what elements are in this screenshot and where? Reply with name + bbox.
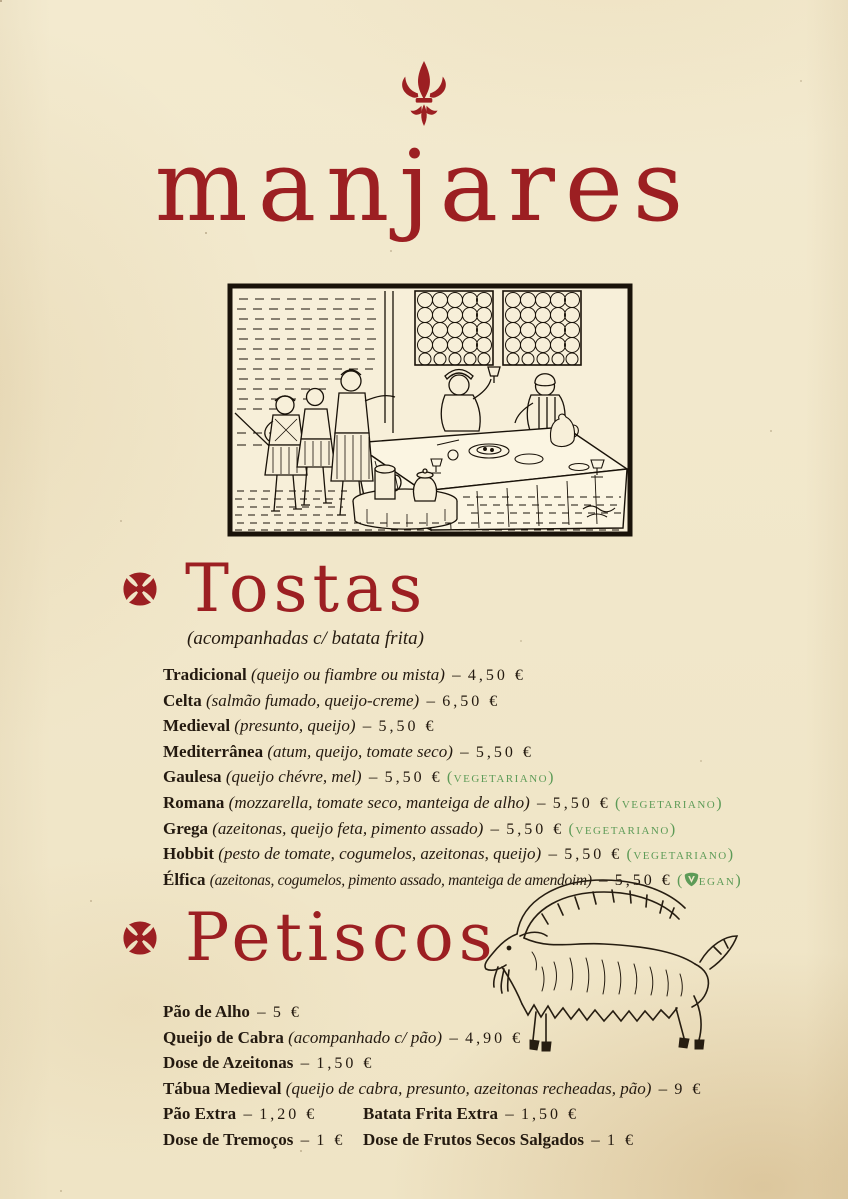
item-price: 5,50 € — [475, 743, 534, 761]
item-name: Tábua Medieval — [163, 1078, 282, 1098]
price-dash: – — [368, 767, 378, 787]
item-description: (acompanhado c/ pão) — [288, 1027, 443, 1047]
menu-item — [163, 1051, 703, 1077]
vegan-label: egan) — [698, 871, 743, 889]
petiscos-item-list — [163, 1000, 703, 1154]
section-title-petiscos: Petiscos — [185, 899, 498, 976]
item-description: (mozzarella, tomate seco, manteiga de alho) — [228, 792, 530, 812]
diet-tag-vegetarian: (vegetariano) — [446, 769, 555, 787]
menu-item — [163, 1102, 363, 1128]
price-dash: – — [300, 1129, 310, 1149]
vegan-open-paren: ( — [676, 871, 684, 889]
price-dash: – — [243, 1104, 252, 1124]
parchment-specks — [0, 0, 2, 2]
item-name: Dose de Tremoços — [163, 1129, 294, 1149]
page-title: manjares — [154, 130, 694, 244]
item-price: 5,50 € — [506, 820, 565, 838]
diet-tag-vegetarian: (vegetariano) — [614, 794, 724, 812]
item-description: (azeitonas, queijo feta, pimento assado) — [212, 818, 484, 838]
menu-item — [163, 663, 742, 689]
item-name: Pão de Alho — [163, 1002, 250, 1021]
price-dash: – — [548, 844, 557, 864]
item-price: 9 € — [674, 1080, 704, 1098]
item-description: (presunto, queijo) — [234, 716, 356, 736]
item-price: 4,50 € — [467, 667, 526, 684]
diet-tag-vegetarian: (vegetariano) — [626, 846, 735, 864]
item-name: Pão Extra — [163, 1104, 237, 1124]
item-name: Grega — [163, 818, 209, 838]
section-subtitle-tostas: (acompanhadas c/ batata frita) — [187, 628, 424, 649]
item-description: (queijo de cabra, presunto, azeitonas recheadas, pão) — [285, 1078, 652, 1098]
item-description: (atum, queijo, tomate seco) — [267, 741, 453, 761]
price-dash: – — [505, 1104, 514, 1124]
item-description: (azeitonas, cogumelos, pimento assado, manteiga de amendoim) — [209, 871, 592, 889]
item-price: 5,50 € — [378, 718, 437, 736]
menu-item — [163, 817, 742, 843]
item-price: 5,50 € — [564, 846, 623, 864]
price-dash: – — [300, 1053, 310, 1073]
price-dash: – — [598, 869, 608, 889]
section-title-tostas: Tostas — [185, 550, 428, 627]
feast-illustration — [227, 283, 633, 537]
price-dash: – — [257, 1002, 266, 1021]
item-name: Dose de Frutos Secos Salgados — [363, 1129, 585, 1149]
item-name: Celta — [163, 690, 202, 710]
price-dash: – — [426, 690, 435, 710]
item-name: Queijo de Cabra — [163, 1027, 284, 1047]
menu-item — [163, 1128, 363, 1154]
item-name: Hobbit — [163, 844, 215, 864]
item-description: (queijo ou fiambre ou mista) — [251, 665, 445, 684]
menu-item — [163, 765, 742, 791]
cross-pattee-icon — [117, 915, 163, 961]
item-price: 5,50 € — [552, 794, 611, 812]
price-dash: – — [449, 1027, 458, 1047]
item-name: Medieval — [163, 716, 231, 736]
menu-item — [163, 1026, 703, 1052]
item-name: Romana — [163, 792, 225, 812]
menu-item — [163, 1077, 703, 1103]
price-dash: – — [658, 1078, 668, 1098]
tostas-item-list — [163, 663, 742, 893]
item-description: (salmão fumado, queijo-creme) — [205, 690, 420, 710]
section-header-tostas — [117, 550, 428, 627]
item-price: 1,50 € — [316, 1055, 375, 1073]
item-price: 4,90 € — [465, 1029, 524, 1047]
price-dash: – — [536, 792, 546, 812]
menu-row — [163, 1102, 703, 1128]
item-price: 5,50 € — [384, 769, 443, 787]
price-dash: – — [490, 818, 500, 838]
price-dash: – — [452, 665, 461, 684]
item-description: (queijo chévre, mel) — [225, 767, 362, 787]
item-price: 1 € — [316, 1131, 346, 1149]
price-dash: – — [591, 1129, 600, 1149]
diet-tag-vegetarian: (vegetariano) — [568, 820, 677, 838]
menu-item — [163, 714, 742, 740]
item-price: 1,20 € — [259, 1106, 318, 1124]
item-name: Mediterrânea — [163, 741, 264, 761]
menu-item — [163, 791, 742, 817]
item-name: Gaulesa — [163, 767, 222, 787]
menu-item — [363, 1128, 636, 1154]
price-dash: – — [460, 741, 469, 761]
item-price: 5 € — [272, 1004, 302, 1021]
item-name: Batata Frita Extra — [363, 1104, 499, 1124]
item-name: Dose de Azeitonas — [163, 1053, 294, 1073]
item-price: 5,50 € — [614, 871, 673, 889]
item-price: 1 € — [607, 1131, 637, 1149]
item-price: 6,50 € — [442, 692, 501, 710]
menu-item — [163, 689, 742, 715]
menu-row — [163, 1128, 703, 1154]
item-name: Élfica — [163, 869, 206, 889]
item-name: Tradicional — [163, 665, 247, 684]
menu-item — [163, 740, 742, 766]
section-header-petiscos — [117, 899, 498, 976]
item-price: 1,50 € — [521, 1106, 580, 1124]
menu-item — [163, 1000, 703, 1026]
cross-pattee-icon — [117, 566, 163, 612]
price-dash: – — [362, 716, 372, 736]
menu-item — [363, 1102, 579, 1128]
menu-item — [163, 842, 742, 868]
item-description: (pesto de tomate, cogumelos, azeitonas, queijo) — [218, 844, 542, 864]
